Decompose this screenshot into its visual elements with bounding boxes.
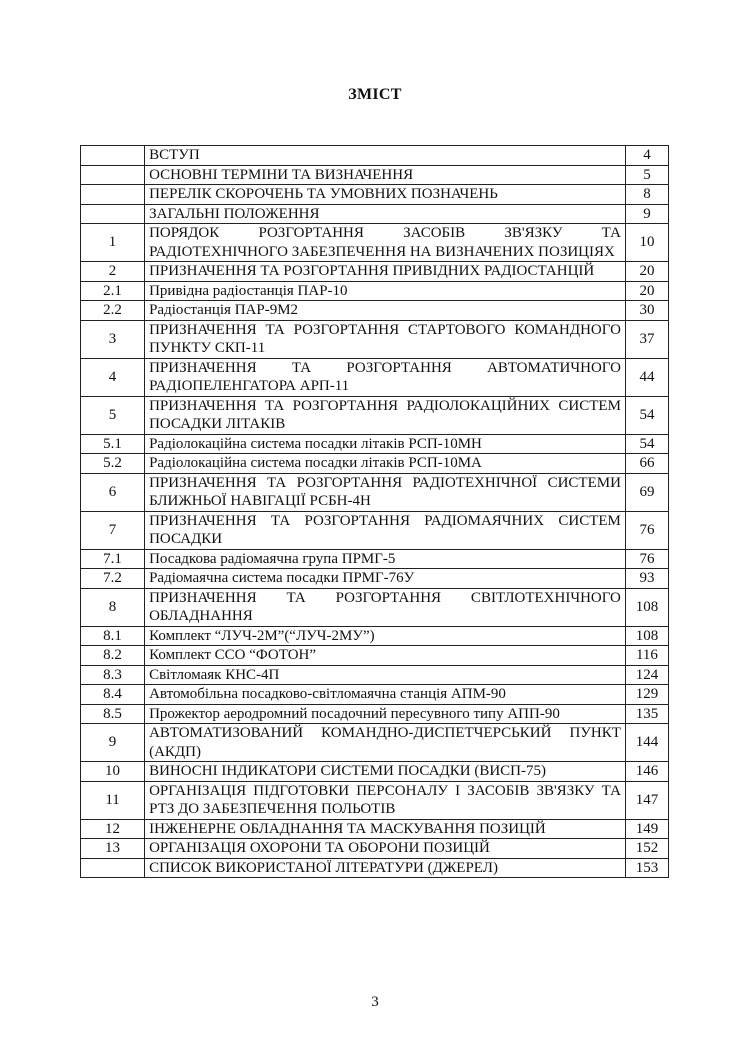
toc-section-number: 11: [81, 781, 145, 819]
toc-page-number: 116: [625, 646, 668, 666]
toc-section-number: 7: [81, 511, 145, 549]
toc-page-number: 153: [625, 858, 668, 878]
toc-section-number: 8.4: [81, 685, 145, 705]
toc-page-number: 10: [625, 224, 668, 262]
toc-section-title: ЗАГАЛЬНІ ПОЛОЖЕННЯ: [145, 204, 626, 224]
toc-row: [81, 434, 669, 454]
toc-page-number: 149: [625, 819, 668, 839]
toc-section-number: 3: [81, 320, 145, 358]
toc-page-number: 37: [625, 320, 668, 358]
toc-page-number: 20: [625, 281, 668, 301]
toc-page-number: 20: [625, 262, 668, 282]
toc-page-number: 152: [625, 839, 668, 859]
toc-section-title: Радіостанція ПАР-9М2: [145, 301, 626, 321]
toc-row: [81, 685, 669, 705]
toc-page-number: 30: [625, 301, 668, 321]
toc-row: [81, 185, 669, 205]
toc-section-number: 4: [81, 358, 145, 396]
page-title: ЗМІСТ: [348, 86, 402, 103]
toc-section-number: 8.3: [81, 665, 145, 685]
toc-section-title: Комплект “ЛУЧ-2М”(“ЛУЧ-2МУ”): [145, 626, 626, 646]
toc-row: [81, 301, 669, 321]
toc-page-number: 9: [625, 204, 668, 224]
toc-section-title: ПРИЗНАЧЕННЯ ТА РОЗГОРТАННЯ АВТОМАТИЧНОГО РАДІОПЕЛЕНГАТОРА АРП-11: [145, 358, 626, 396]
toc-section-title: Посадкова радіомаячна група ПРМГ-5: [145, 549, 626, 569]
toc-section-title: Радіомаячна система посадки ПРМГ-76У: [145, 569, 626, 589]
toc-row: [81, 781, 669, 819]
toc-page-number: 135: [625, 704, 668, 724]
toc-page-number: 124: [625, 665, 668, 685]
toc-section-title: Радіолокаційна система посадки літаків РСП-10МН: [145, 434, 626, 454]
toc-row: [81, 588, 669, 626]
toc-section-title: Прожектор аеродромний посадочний пересувного типу АПП-90: [145, 704, 626, 724]
toc-row: [81, 549, 669, 569]
toc-row: [81, 204, 669, 224]
toc-section-number: [81, 165, 145, 185]
toc-page-number: 5: [625, 165, 668, 185]
toc-section-title: АВТОМАТИЗОВАНИЙ КОМАНДНО-ДИСПЕТЧЕРСЬКИЙ ПУНКТ (АКДП): [145, 724, 626, 762]
toc-section-number: 12: [81, 819, 145, 839]
toc-section-number: [81, 858, 145, 878]
toc-section-title: Радіолокаційна система посадки літаків РСП-10МА: [145, 454, 626, 474]
toc-page-number: 66: [625, 454, 668, 474]
toc-page-number: 76: [625, 549, 668, 569]
toc-row: [81, 281, 669, 301]
toc-row: [81, 724, 669, 762]
toc-row: [81, 858, 669, 878]
toc-page-number: 108: [625, 626, 668, 646]
toc-section-title: Автомобільна посадково-світломаячна станція АПМ-90: [145, 685, 626, 705]
toc-row: [81, 454, 669, 474]
toc-section-number: 6: [81, 473, 145, 511]
toc-row: [81, 839, 669, 859]
toc-page-number: 69: [625, 473, 668, 511]
toc-row: [81, 396, 669, 434]
toc-row: [81, 224, 669, 262]
toc-section-number: 8.5: [81, 704, 145, 724]
toc-section-number: 7.1: [81, 549, 145, 569]
toc-section-number: [81, 146, 145, 166]
toc-section-number: 5.2: [81, 454, 145, 474]
toc-section-number: 5.1: [81, 434, 145, 454]
toc-row: [81, 569, 669, 589]
toc-section-number: 2.1: [81, 281, 145, 301]
toc-section-title: ПРИЗНАЧЕННЯ ТА РОЗГОРТАННЯ СВІТЛОТЕХНІЧНОГО ОБЛАДНАННЯ: [145, 588, 626, 626]
toc-page-number: 4: [625, 146, 668, 166]
toc-section-title: Привідна радіостанція ПАР-10: [145, 281, 626, 301]
toc-section-number: [81, 204, 145, 224]
toc-section-title: ПЕРЕЛІК СКОРОЧЕНЬ ТА УМОВНИХ ПОЗНАЧЕНЬ: [145, 185, 626, 205]
toc-page-number: 54: [625, 396, 668, 434]
toc-section-number: 2.2: [81, 301, 145, 321]
toc-row: [81, 358, 669, 396]
toc-page-number: 147: [625, 781, 668, 819]
toc-section-number: 8.2: [81, 646, 145, 666]
toc-page-number: 76: [625, 511, 668, 549]
toc-section-number: [81, 185, 145, 205]
toc-section-title: ВСТУП: [145, 146, 626, 166]
toc-section-number: 5: [81, 396, 145, 434]
toc-section-title: СПИСОК ВИКОРИСТАНОЇ ЛІТЕРАТУРИ (ДЖЕРЕЛ): [145, 858, 626, 878]
table-of-contents: [80, 145, 669, 878]
toc-page-number: 108: [625, 588, 668, 626]
toc-row: [81, 146, 669, 166]
toc-section-number: 10: [81, 762, 145, 782]
toc-row: [81, 262, 669, 282]
toc-section-number: 1: [81, 224, 145, 262]
toc-section-number: 8.1: [81, 626, 145, 646]
toc-section-title: ВИНОСНІ ІНДИКАТОРИ СИСТЕМИ ПОСАДКИ (ВИСП-75): [145, 762, 626, 782]
toc-section-number: 9: [81, 724, 145, 762]
toc-section-number: 7.2: [81, 569, 145, 589]
toc-row: [81, 704, 669, 724]
toc-page-number: 54: [625, 434, 668, 454]
toc-page-number: 44: [625, 358, 668, 396]
page-number: 3: [371, 994, 379, 1010]
toc-section-title: Комплект ССО “ФОТОН”: [145, 646, 626, 666]
toc-body: [81, 146, 669, 878]
toc-section-title: ОРГАНІЗАЦІЯ ПІДГОТОВКИ ПЕРСОНАЛУ І ЗАСОБІВ ЗВ'ЯЗКУ ТА РТЗ ДО ЗАБЕЗПЕЧЕННЯ ПОЛЬОТІВ: [145, 781, 626, 819]
toc-row: [81, 819, 669, 839]
toc-section-title: ПРИЗНАЧЕННЯ ТА РОЗГОРТАННЯ ПРИВІДНИХ РАДІОСТАНЦІЙ: [145, 262, 626, 282]
toc-row: [81, 165, 669, 185]
toc-row: [81, 665, 669, 685]
toc-page-number: 146: [625, 762, 668, 782]
toc-row: [81, 626, 669, 646]
toc-section-title: ПРИЗНАЧЕННЯ ТА РОЗГОРТАННЯ РАДІОЛОКАЦІЙНИХ СИСТЕМ ПОСАДКИ ЛІТАКІВ: [145, 396, 626, 434]
toc-section-title: Світломаяк КНС-4П: [145, 665, 626, 685]
toc-page-number: 8: [625, 185, 668, 205]
toc-row: [81, 762, 669, 782]
toc-section-title: ПРИЗНАЧЕННЯ ТА РОЗГОРТАННЯ РАДІОМАЯЧНИХ СИСТЕМ ПОСАДКИ: [145, 511, 626, 549]
toc-section-number: 13: [81, 839, 145, 859]
toc-section-title: ОРГАНІЗАЦІЯ ОХОРОНИ ТА ОБОРОНИ ПОЗИЦІЙ: [145, 839, 626, 859]
toc-section-title: ПРИЗНАЧЕННЯ ТА РОЗГОРТАННЯ СТАРТОВОГО КОМАНДНОГО ПУНКТУ СКП-11: [145, 320, 626, 358]
toc-section-title: ОСНОВНІ ТЕРМІНИ ТА ВИЗНАЧЕННЯ: [145, 165, 626, 185]
toc-row: [81, 511, 669, 549]
toc-section-number: 8: [81, 588, 145, 626]
toc-section-title: ІНЖЕНЕРНЕ ОБЛАДНАННЯ ТА МАСКУВАННЯ ПОЗИЦІЙ: [145, 819, 626, 839]
toc-page-number: 93: [625, 569, 668, 589]
toc-row: [81, 320, 669, 358]
toc-section-number: 2: [81, 262, 145, 282]
toc-section-title: ПРИЗНАЧЕННЯ ТА РОЗГОРТАННЯ РАДІОТЕХНІЧНОЇ СИСТЕМИ БЛИЖНЬОЇ НАВІГАЦІЇ РСБН-4Н: [145, 473, 626, 511]
toc-page-number: 144: [625, 724, 668, 762]
toc-row: [81, 473, 669, 511]
toc-section-title: ПОРЯДОК РОЗГОРТАННЯ ЗАСОБІВ ЗВ'ЯЗКУ ТА РАДІОТЕХНІЧНОГО ЗАБЕЗПЕЧЕННЯ НА ВИЗНАЧЕНИХ ПОЗИЦІЯХ: [145, 224, 626, 262]
toc-page-number: 129: [625, 685, 668, 705]
toc-row: [81, 646, 669, 666]
